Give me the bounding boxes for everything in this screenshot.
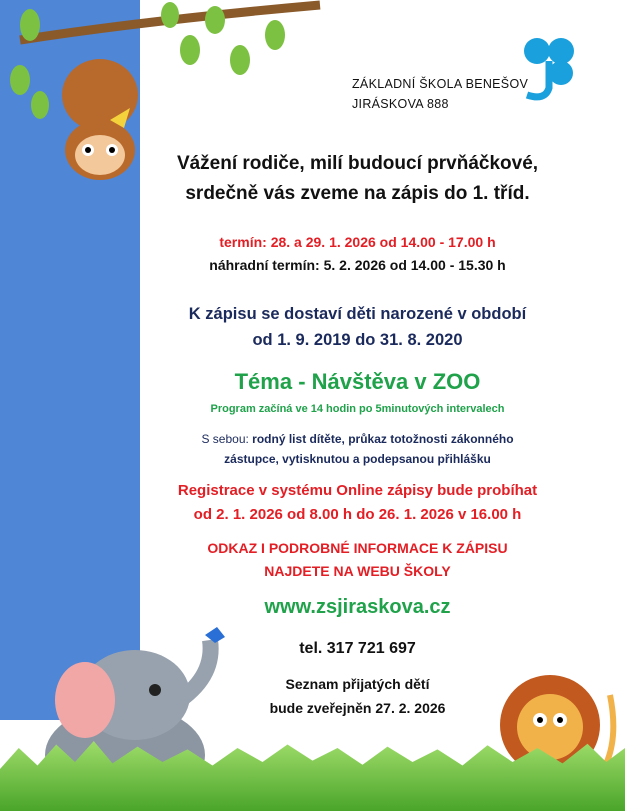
accepted-line-1: Seznam přijatých dětí — [285, 676, 430, 692]
greeting-line-1: Vážení rodiče, milí budoucí prvňáčkové, — [176, 153, 539, 174]
bring-label: S sebou: — [201, 432, 249, 446]
theme: Téma - Návštěva v ZOO — [234, 369, 481, 394]
term: termín: 28. a 29. 1. 2026 od 14.00 - 17.00 h — [219, 234, 496, 250]
school-name: ZÁKLADNÍ ŠKOLA BENEŠOV — [352, 77, 529, 91]
grass-decoration — [0, 741, 625, 811]
program: Program začíná ve 14 hodin po 5minutových intervalech — [210, 403, 505, 415]
greeting-line-2: srdečně vás zveme na zápis do 1. tříd. — [185, 183, 530, 204]
link-info-line-1: ODKAZ I PODROBNÉ INFORMACE K ZÁPISU — [207, 540, 508, 556]
bring-line-1: rodný list dítěte, průkaz totožnosti zákonného — [248, 432, 514, 446]
website-link[interactable]: www.zsjiraskova.cz — [264, 596, 451, 618]
registration-line-2: od 2. 1. 2026 od 8.00 h do 26. 1. 2026 v 16.00 h — [193, 506, 522, 523]
link-info-line-2: NAJDETE NA WEBU ŠKOLY — [264, 563, 451, 579]
eligibility-line-1: K zápisu se dostaví děti narozené v období — [188, 305, 527, 323]
bring-line-2: zástupce, vytisknutou a podepsanou přihlášku — [224, 452, 491, 466]
eligibility-line-2: od 1. 9. 2019 do 31. 8. 2020 — [252, 331, 463, 349]
phone: tel. 317 721 697 — [299, 640, 416, 657]
alt-term: náhradní termín: 5. 2. 2026 od 14.00 - 15.30 h — [209, 257, 506, 273]
registration-line-1: Registrace v systému Online zápisy bude probíhat — [177, 482, 538, 499]
school-logo — [515, 33, 583, 103]
accepted-line-2: bude zveřejněn 27. 2. 2026 — [269, 700, 446, 716]
school-address: JIRÁSKOVA 888 — [352, 97, 449, 111]
